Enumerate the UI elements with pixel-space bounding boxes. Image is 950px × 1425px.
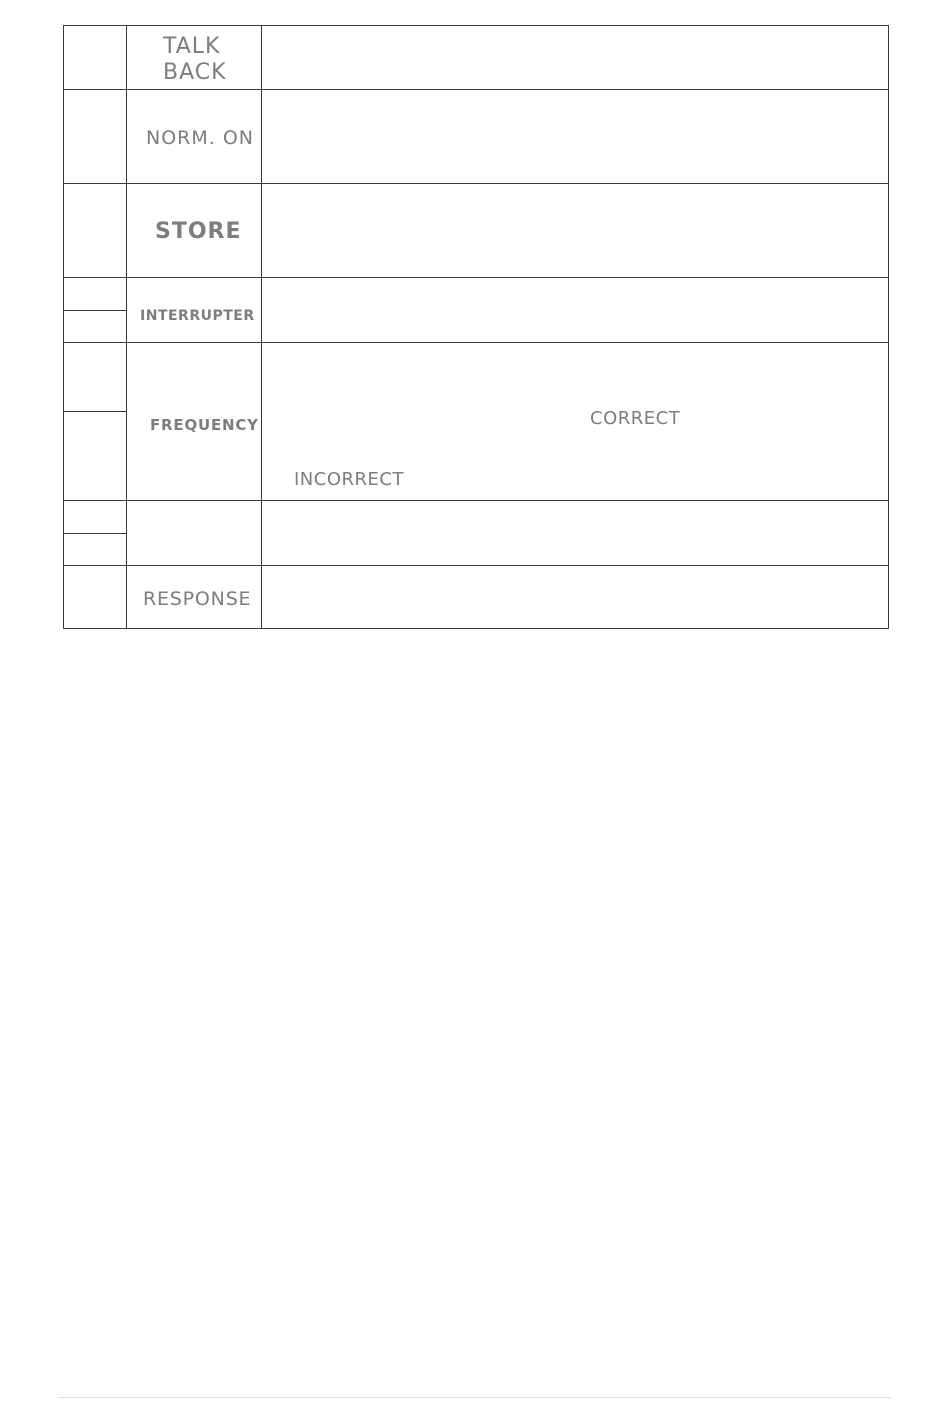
sub-row-divider — [63, 533, 127, 534]
row-divider — [63, 342, 889, 343]
key-label-interrupter: INTERRUPTER — [140, 308, 255, 324]
column-divider-1 — [126, 25, 127, 629]
footer-divider — [58, 1397, 892, 1398]
table-border-bottom — [63, 628, 889, 629]
column-divider-2 — [261, 25, 262, 629]
inline-label-correct: CORRECT — [590, 408, 681, 429]
inline-label-incorrect: INCORRECT — [294, 469, 404, 490]
key-label-store: STORE — [155, 219, 242, 244]
sub-row-divider — [63, 411, 127, 412]
key-label-line: TALK — [163, 34, 221, 59]
key-label-talk-back — [163, 34, 227, 86]
table-border-top — [63, 25, 889, 26]
table-border-right — [888, 25, 889, 629]
row-divider — [63, 565, 889, 566]
key-label-line: BACK — [163, 60, 227, 85]
row-divider — [63, 277, 889, 278]
row-divider — [63, 500, 889, 501]
row-divider — [63, 183, 889, 184]
key-label-frequency: FREQUENCY — [150, 416, 259, 434]
table-border-left — [63, 25, 64, 629]
key-label-norm-on: NORM. ON — [146, 127, 255, 149]
key-label-response: RESPONSE — [143, 588, 252, 610]
row-divider — [63, 89, 889, 90]
sub-row-divider — [63, 310, 127, 311]
